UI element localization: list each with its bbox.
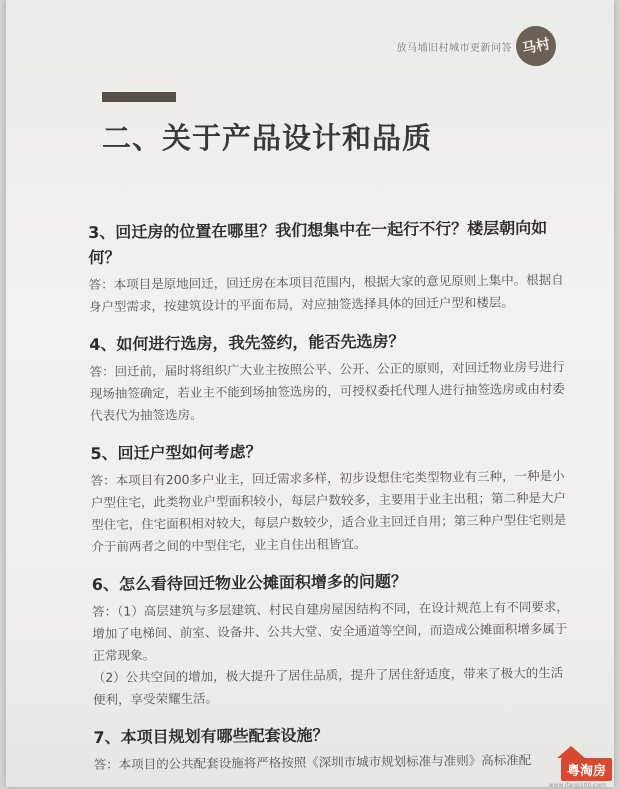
running-header: 放马埔旧村城市更新问答 [396,43,512,54]
qa-item [88,215,569,318]
question: 7、本项目规划有哪些配套设施？ [93,725,329,747]
qa-item [93,720,574,776]
seal-logo: 马村 [512,22,559,69]
question: 3、回迁房的位置在哪里？我们想集中在一起行不行？楼层朝向如何？ [88,218,548,267]
answer: 答：本项目是原地回迁，回迁房在本项目范围内，根据大家的意见原则上集中。根据自身户型需求，按建筑设计的平面布局，对应抽签选择具体的回迁户型和楼层。 [88,272,564,314]
house-icon [557,746,585,758]
qa-item [90,436,571,558]
answer-continued: （2）公共空间的增加，极大提升了居住品质，提升了居住舒适度，带来了极大的生活便利，享受荣耀生活。 [92,665,564,707]
question: 4、如何进行选房，我先签约，能否先选房？ [89,331,405,354]
section-accent-bar [102,92,176,102]
qa-item [92,567,573,711]
answer: 答：（1）高层建筑与多层建筑、村民自建房屋因结构不同，在设计规范上有不同要求，增加了电梯间、前室、设备井、公共大堂、安全通道等空间，而造成公摊面积增多属于正常现象。 [92,598,569,663]
watermark-logo [548,758,612,789]
watermark-url: www.ifang100.com [548,782,606,789]
section-title: 二、关于产品设计和品质 [102,121,433,155]
question: 6、怎么看待回迁物业公摊面积增多的问题？ [91,571,408,594]
watermark-brand: 粤淘房 [561,758,612,781]
qa-item [89,327,570,427]
qa-list [88,215,574,787]
answer: 答：本项目有200多户业主，回迁需求多样，初步设想住宅类型物业有三种，一种是小户型住宅，此类物业户型面积较小，每层户数较多，主要用于业主出租；第二种是大户型住宅，住宅面积相对较大，每层户数较少，适合业主回迁自用；第三种户型住宅则是介于前两者之间的中型住宅，业主自住出租皆宜。 [90,468,567,554]
answer: 答：回迁前，届时将组织广大业主按照公平、公开、公正的原则，对回迁物业房号进行现场抽签确定，若业主不能到场抽签选房的，可授权委托代理人进行抽签选房或由村委代表代为抽签选房。 [89,359,565,423]
question: 5、回迁户型如何考虑？ [90,442,262,463]
answer: 答：本项目的公共配套设施将严格按照《深圳市城市规划标准与准则》高标准配 [93,752,532,772]
document-page [6,0,614,787]
